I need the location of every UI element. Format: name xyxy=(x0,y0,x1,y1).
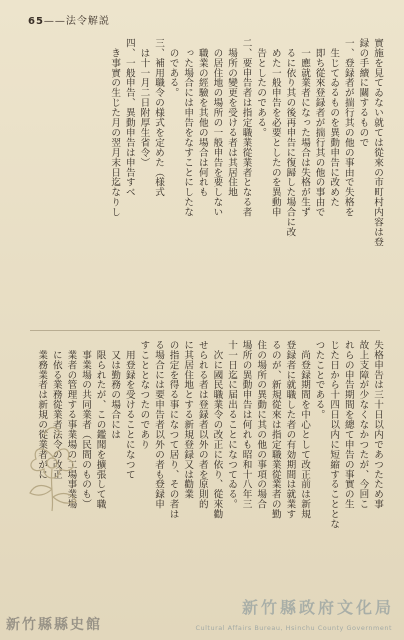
archive-watermark-subtitle: Cultural Affairs Bureau, Hsinchu County Government xyxy=(195,624,392,632)
upper-text-column: 職業の經驗を其他の場合は何れも xyxy=(196,38,208,198)
upper-text-column: 録の手續に關するもので xyxy=(357,38,369,148)
lower-text-column: じた日から十四日以内に短縮することとな xyxy=(328,340,340,530)
upper-text-column: の居住地の場所の一般申告を要しない xyxy=(211,38,223,218)
page-number: 65 xyxy=(28,16,44,27)
upper-text-column: き事實の生じた月の翌月末日迄なりし xyxy=(109,38,121,218)
lower-text-column: に其居住地とする新規登録又は勸業 xyxy=(182,340,194,500)
running-title: 法令解説 xyxy=(65,16,110,27)
flower-stamp-icon xyxy=(14,405,92,515)
lower-text-column: すこととなつたのであり xyxy=(138,340,150,450)
lower-text-column: せられる者は登録者以外の者を原則的 xyxy=(196,340,208,510)
lower-text-column: 故上支障が少なくなかつたが、今回こ xyxy=(357,340,369,510)
lower-text-column: 登録者に就職した者の有効期間は就業す xyxy=(284,340,296,520)
upper-text-column: 二、要申告者は指定職業從業者となる者 xyxy=(240,38,252,218)
lower-text-column: 住の場所の異動に其の他の事項の場合 xyxy=(255,340,267,510)
lower-text-column: 場所の異動申告は何れも昭和十八年三 xyxy=(240,340,252,510)
page-header: 65——法令解説 xyxy=(28,16,110,27)
upper-text-column: 四、一般申告、異動申告は申告すべ xyxy=(123,38,135,198)
upper-text-column: るに依り其の後再申告に復歸した場合に改 xyxy=(284,38,296,237)
upper-text-column: 一、登録者が揣行其の他の事由で失格を xyxy=(342,38,354,218)
lower-text-column: 業務業者は新規の從業者がに xyxy=(36,340,48,480)
upper-text-column: 三、補用職令の様式を定めた（様式 xyxy=(153,38,164,198)
upper-text-column: 生じてゐるものを異動申告に改めた xyxy=(328,38,340,208)
lower-text-column: 業者の管理する事業場の工場事業場 xyxy=(65,340,77,510)
lower-text-column: 失格申告は三十日以内であつたため事 xyxy=(372,340,383,510)
upper-text-column: は十一月二日附厚生省令） xyxy=(138,38,150,168)
lower-text-column: 用登録を受けることになつて xyxy=(123,340,135,480)
lower-text-column: れらの申告期間を總て申告の事實の生 xyxy=(342,340,354,510)
lower-text-column: 尚登録期間を中心として改正前は新規 xyxy=(299,340,310,520)
lower-text-column: 限られたが、この鑑聞を擴張して職 xyxy=(94,340,106,510)
lower-text-column: るのが、新規從來は指定職業從業者の勤 xyxy=(269,340,281,520)
upper-text-column: った場合には申告をなすことにしたな xyxy=(182,38,194,218)
lower-text-column: つたことである。 xyxy=(313,340,325,420)
lower-text-column: 事業場の共同業者（民間のものも） xyxy=(80,340,91,510)
upper-text-column: のである。 xyxy=(167,38,179,98)
upper-text-column: 即ち從來登録者が揣行其の他の事由で xyxy=(313,38,325,218)
lower-text-column: の指定を得る事になつて居り、その者は xyxy=(167,340,179,520)
lower-text-column: 又は勤務の場合には xyxy=(109,340,121,440)
upper-text-column: 告としたのである。 xyxy=(255,38,267,138)
lower-text-column: 次に國民職業令の改正に依り、從來勸 xyxy=(211,340,223,520)
upper-text-column: 一應就業者になった場合は失格が生ず xyxy=(299,38,310,218)
section-divider xyxy=(30,330,380,331)
upper-text-column: めた一般申告を必要としたのを異動申 xyxy=(269,38,281,218)
upper-text-column: 場所の變更を受ける者は其居住地 xyxy=(226,38,237,198)
county-history-watermark: 新竹縣縣史館 xyxy=(6,617,102,633)
archive-watermark: 新竹縣政府文化局 xyxy=(241,598,394,617)
upper-text-column: 實施を見てゐない就ては從來の市町村内容は登 xyxy=(372,38,383,247)
lower-text-column: る場合には要申告者以外の者も登録申 xyxy=(153,340,164,510)
lower-text-column: 十一日迄に届出ることになつてゐる。 xyxy=(226,340,237,510)
lower-text-column: に依る業務從業者法令の改正 xyxy=(50,340,62,480)
